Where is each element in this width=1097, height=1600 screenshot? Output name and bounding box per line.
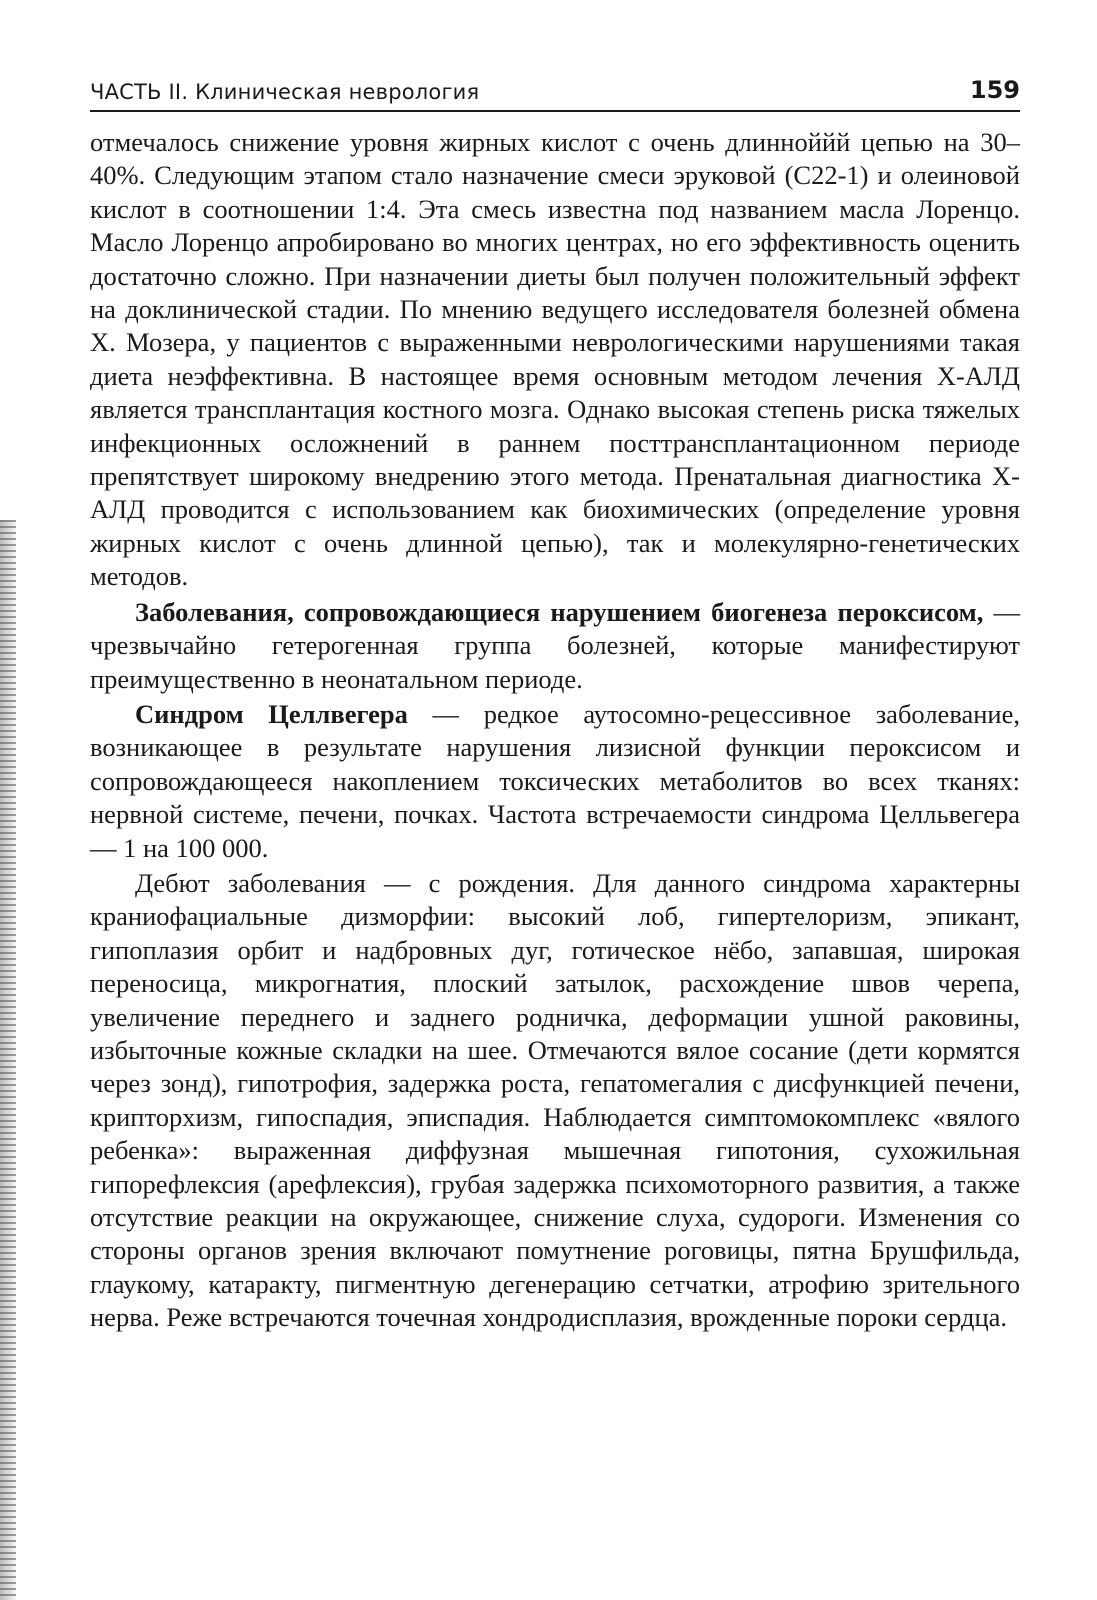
paragraph-text: — чрезвычайно гетерогенная группа болезней, которые манифестируют преимущественно в неонатальном периоде. xyxy=(90,596,1020,694)
paragraph-text: — редкое аутосомно-рецессивное заболевание, возникающее в результате нарушения лизисной функции пероксисом и сопровождающееся накоплением токсических метаболитов во всех тканях: нервной системе, печени, почках. Частота встречаемости синдрома Целльвегера — 1 на 100 000. xyxy=(90,698,1020,863)
paragraph-disease-onset xyxy=(90,867,1020,1335)
term-heading: Заболевания, сопровождающиеся нарушением биогенеза пероксисом, xyxy=(135,596,984,627)
scan-binding-edge xyxy=(0,520,16,1600)
paragraph-continued xyxy=(90,126,1020,594)
page-number: 159 xyxy=(969,76,1020,104)
paragraph-text: Дебют заболевания — с рождения. Для данного синдрома характерны краниофациальные дизморфии: высокий лоб, гипертелоризм, эпикант, гипоплазия орбит и надбровных дуг, готическое нёбо, запавшая, широкая переносица, микрогнатия, плоский затылок, расхождение швов черепа, увеличение переднего и заднего родничка, деформации ушной раковины, избыточные кожные складки на шее. Отмечаются вялое сосание (дети кормятся через зонд), гипотрофия, задержка роста, гепатомегалия с дисфункцией печени, крипторхизм, гипоспадия, эписпадия. Наблюдается симптомокомплекс «вялого ребенка»: выраженная диффузная мышечная гипотония, сухожильная гипорефлексия (арефлексия), грубая задержка психомоторного развития, а также отсутствие реакции на окружающее, снижение слуха, судороги. Изменения со стороны органов зрения включают помутнение роговицы, пятна Брушфильда, глаукому, катаракту, пигментную дегенерацию сетчатки, атрофию зрительного нерва. Реже встречаются точечная хондродисплазия, врожденные пороки сердца. xyxy=(90,867,1020,1333)
paragraph-text: отмечалось снижение уровня жирных кислот с очень длинноййй цепью на 30–40%. Следующим этапом стало назначение смеси эруковой (С22-1) и олеиновой кислот в соотношении 1:4. Эта смесь известна под названием масла Лоренцо. Масло Лоренцо апробировано во многих центрах, но его эффективность оценить достаточно сложно. При назначении диеты был получен положительный эффект на доклинической стадии. По мнению ведущего исследователя болезней обмена Х. Мозера, у пациентов с выраженными неврологическими нарушениями такая диета неэффективна. В настоящее время основным методом лечения Х-АЛД является трансплантация костного мозга. Однако высокая степень риска тяжелых инфекционных осложнений в раннем посттрансплантационном периоде препятствует широкому внедрению этого метода. Пренатальная диагностика Х-АЛД проводится с использованием как биохимических (определение уровня жирных кислот с очень длинной цепью), так и молекулярно-генетических методов. xyxy=(90,127,1020,592)
section-title: ЧАСТЬ II. Клиническая неврология xyxy=(90,80,480,104)
paragraph-peroxisome-disorders xyxy=(90,596,1020,696)
term-heading: Синдром Целлвегера xyxy=(135,698,408,729)
paragraph-zellweger-syndrome xyxy=(90,698,1020,865)
running-header xyxy=(90,76,1020,112)
page-body xyxy=(90,126,1020,1335)
